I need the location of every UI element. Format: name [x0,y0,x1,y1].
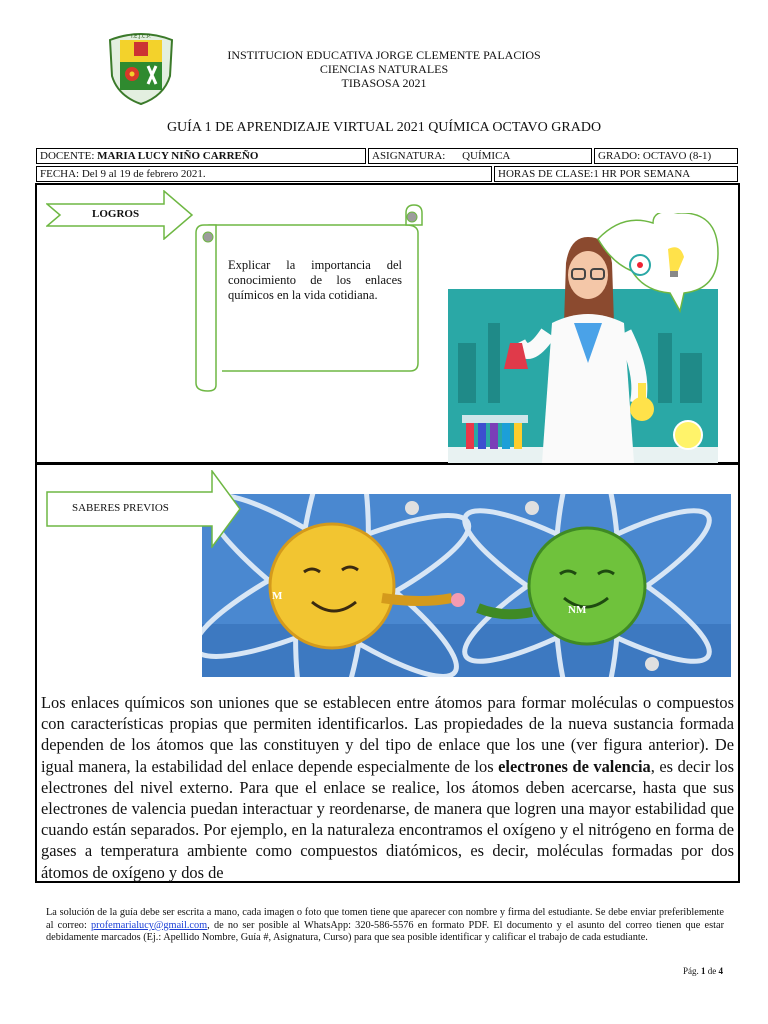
page-current: 1 [701,966,706,976]
atom-label-nonmetal: NM [568,604,587,616]
department: CIENCIAS NATURALES [319,62,449,76]
body-paragraph [41,692,734,883]
scientist-illustration [448,213,720,463]
docente-cell [36,148,366,164]
grado-cell: GRADO: OCTAVO (8-1) [594,148,738,164]
footer-instructions [46,907,724,945]
docente-name: MARIA LUCY NIÑO CARREÑO [97,150,259,162]
footer-part1: La solución de la guía debe ser escrita a mano, cada imagen o foto que tomen tiene que aparecer con nombre y firma del estudiante. Se debe enviar preferiblemente al correo: [46,907,724,931]
body-text-part1: Los enlaces químicos son uniones que se establecen entre átomos para formar moléculas o compuestos con características propias que permiten identificarlos. Las propiedades de la nueva sustancia formada dependen de los átomos que las constituyen y del tipo de enlace que los une (ver figura anterior). De igual manera, la estabilidad del enlace depende especialmente de los [41,693,734,776]
guide-title: GUÍA 1 DE APRENDIZAJE VIRTUAL 2021 QUÍMICA OCTAVO GRADO [166,120,602,135]
asignatura-value: QUÍMICA [462,150,511,162]
horas-cell: HORAS DE CLASE:1 HR POR SEMANA [494,166,738,182]
page-prefix: Pág. [683,966,699,976]
docente-label: DOCENTE: [40,150,95,162]
fecha-cell: FECHA: Del 9 al 19 de febrero 2021. [36,166,492,182]
school-name: INSTITUCION EDUCATIVA JORGE CLEMENTE PALACIOS [227,48,541,62]
saberes-label: SABERES PREVIOS [72,502,169,514]
atoms-bonding-illustration [202,494,731,677]
body-text-bold: electrones de valencia [498,756,651,776]
page-de: de [707,966,717,976]
atom-label-metal: M [272,590,283,602]
asignatura-label: ASIGNATURA: [372,150,446,162]
svg-text:I.E.J.C.P.: I.E.J.C.P. [131,34,151,40]
logros-objective-text: Explicar la importancia del conocimiento de los enlaces químicos en la vida cotidiana. [228,258,402,302]
body-text-part2: , es decir los electrones del nivel externo. Para que el enlace se realice, los átomos deben acercarse, hasta que sus electrones de valencia puedan interactuar y reordenarse, de manera que logren una mayor estabilidad que cuando están separados. Por ejemplo, en la naturaleza encontramos el oxígeno y el nitrógeno en forma de gases a temperatura ambiente como compuestos diatómicos, es decir, moléculas formadas por dos átomos de oxígeno y dos de [41,756,734,882]
logros-label: LOGROS [92,208,140,220]
email-link[interactable]: profemarialucy@gmail.com [91,919,208,931]
location-year: TIBASOSA 2021 [341,76,427,90]
page-number [683,966,723,976]
asignatura-cell [368,148,592,164]
footer-part2: , de no ser posible al WhatsApp: 320-586-5576 en formato PDF. El documento y el asunto del correo tienen que estar debidamente marcados (Ej.: Apellido Nombre, Guía #, Asignatura, Curso) para que sea posible identificar y calificar el trabajo de cada estudiante. [46,919,724,944]
page-total: 4 [718,966,723,976]
